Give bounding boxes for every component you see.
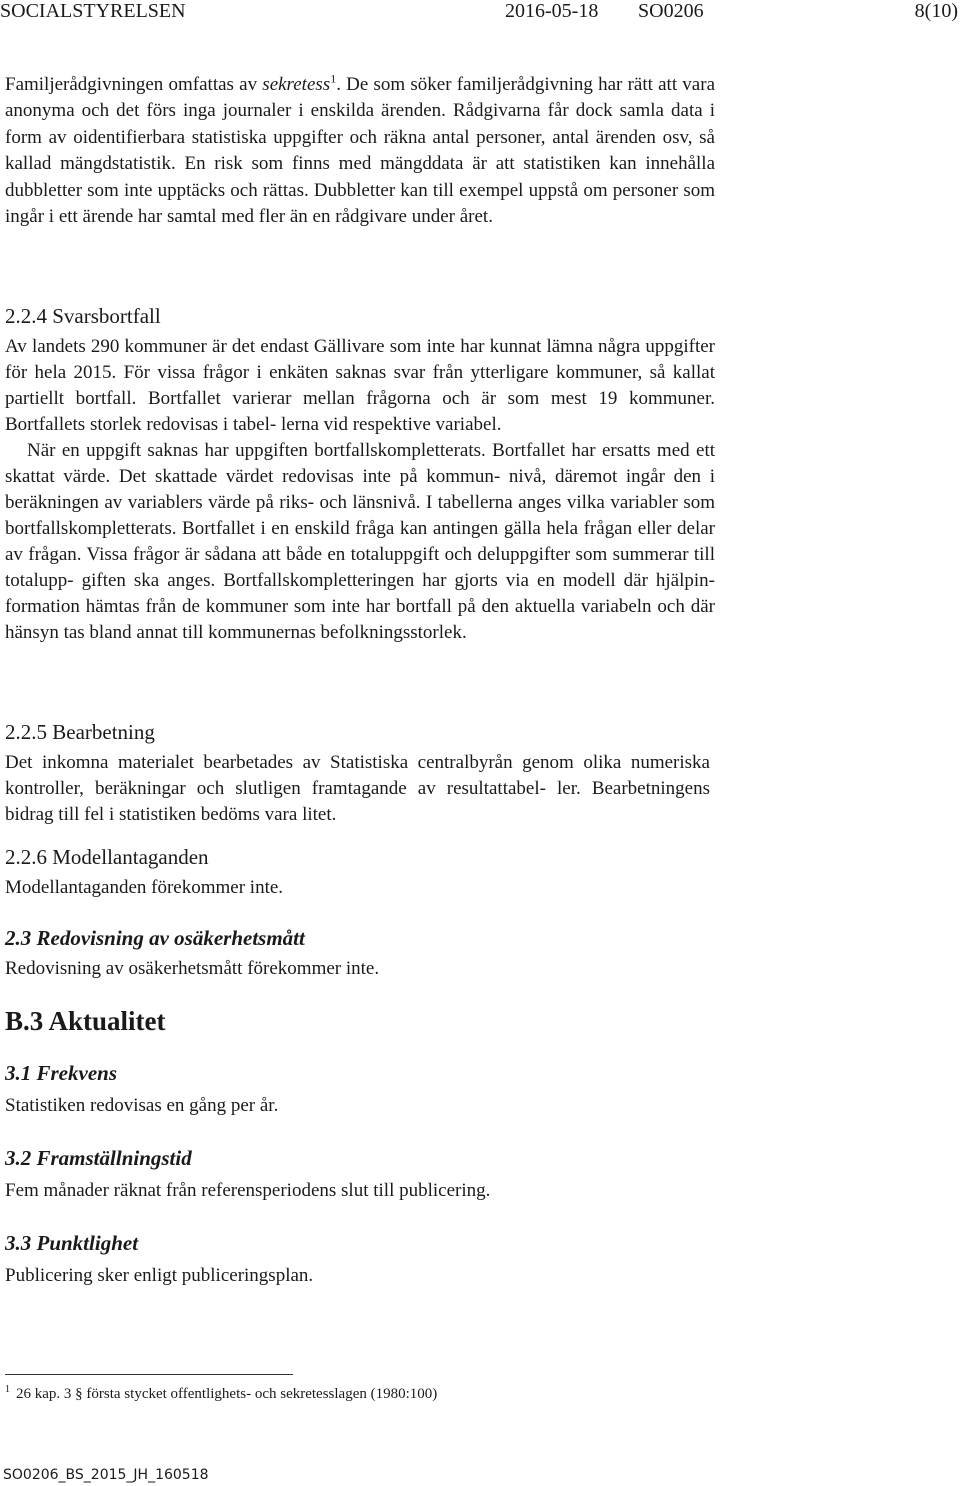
section-heading: 3.2 Framställningstid — [5, 1146, 192, 1170]
header-date: 2016-05-18 — [505, 0, 599, 22]
section-2-3 — [5, 924, 725, 982]
intro-paragraph — [5, 72, 715, 230]
section-heading: 2.3 Redovisning av osäkerhetsmått — [5, 926, 305, 950]
section-paragraph: Redovisning av osäkerhetsmått förekommer inte. — [5, 958, 380, 979]
page-header — [0, 0, 960, 26]
section-heading: 2.2.5 Bearbetning — [5, 720, 155, 744]
header-doc-code: SO0206 — [638, 0, 704, 22]
section-3-2 — [5, 1144, 725, 1204]
footnote-text: 26 kap. 3 § första stycket offentlighets- och sekretesslagen (1980:100) — [16, 1386, 438, 1402]
section-2-2-6 — [5, 843, 725, 901]
footnote — [5, 1383, 437, 1405]
intro-sekretess-term: sekretess — [262, 74, 331, 95]
section-heading: 3.1 Frekvens — [5, 1061, 117, 1085]
footnote-reference[interactable]: 1 — [330, 71, 337, 86]
section-paragraph: När en uppgift saknas har uppgiften bortfallskompletterats. Bortfallet har ersatts med ett skattat värde. Det skattade värdet redovisas inte på kommun- nivå, däremot ingår den i beräkningen av variablers värde på riks- och länsnivå. I tabellerna anges vilka variabler som bortfallskompletterats. Bortfallet i en enskild fråga kan antingen gälla hela frågan eller delar av frågan. Vissa frågor är sådana att både en totaluppgift och deluppgifter som summerar till totalupp- giften ska anges. Bortfallskompletteringen har gjorts via en modell där hjälpin- formation hämtas från de kommuner som inte har bortfall på den aktuella variabeln och där hänsyn tas bland annat till kommunernas befolkningsstorlek. — [5, 440, 715, 643]
section-paragraph: Av landets 290 kommuner är det endast Gällivare som inte har kunnat lämna några uppgifter för hela 2015. För vissa frågor i enkäten saknas svar från ytterligare kommuner, så kallat partiellt bortfall. Bortfallet varierar mellan frågorna och är som mest 19 kommuner. Bortfallets storlek redovisas i tabel- lerna vid respektive variabel. — [5, 336, 715, 435]
section-2-2-5 — [5, 718, 710, 828]
section-heading: 3.3 Punktlighet — [5, 1231, 139, 1255]
chapter-b-3 — [5, 1004, 725, 1038]
section-paragraph: Det inkomna materialet bearbetades av Statistiska centralbyrån genom olika numeriska kontroller, beräkningar och slutligen framtagande av resultattabel- ler. Bearbetningens bidrag till fel i statistiken bedöms vara litet. — [5, 752, 710, 825]
section-paragraph: Modellantaganden förekommer inte. — [5, 877, 284, 898]
section-2-2-4 — [5, 302, 715, 646]
intro-text-start: Familjerådgivningen omfattas av — [5, 74, 263, 95]
section-heading: 2.2.4 Svarsbortfall — [5, 304, 161, 328]
footnote-divider — [5, 1374, 293, 1375]
footnote-number: 1 — [5, 1384, 10, 1395]
section-3-1 — [5, 1059, 725, 1119]
section-paragraph: Fem månader räknat från referensperiodens slut till publicering. — [5, 1180, 491, 1201]
section-heading: 2.2.6 Modellantaganden — [5, 845, 209, 869]
header-page-number: 8(10) — [914, 0, 958, 22]
section-3-3 — [5, 1229, 725, 1289]
section-paragraph: Statistiken redovisas en gång per år. — [5, 1095, 279, 1116]
section-paragraph: Publicering sker enligt publiceringsplan. — [5, 1265, 314, 1286]
intro-text-rest: . De som söker familjerådgivning har rätt att vara anonyma och det förs inga journaler i enskilda ärenden. Rådgivarna får dock samla data i form av oidentifierbara statistiska uppgifter och räkna antal personer, antal ärenden osv, så kallad mängdstatistik. En risk som finns med mängddata är att statistiken kan innehålla dubbletter som inte upptäcks och rättas. Dubbletter kan till exempel uppstå om personer som ingår i ett ärende har samtal med fler än en rådgivare under året. — [5, 74, 716, 228]
chapter-heading: B.3 Aktualitet — [5, 1006, 166, 1036]
header-organization: SOCIALSTYRELSEN — [0, 0, 186, 22]
footer-document-id: SO0206_BS_2015_JH_160518 — [3, 1467, 209, 1483]
